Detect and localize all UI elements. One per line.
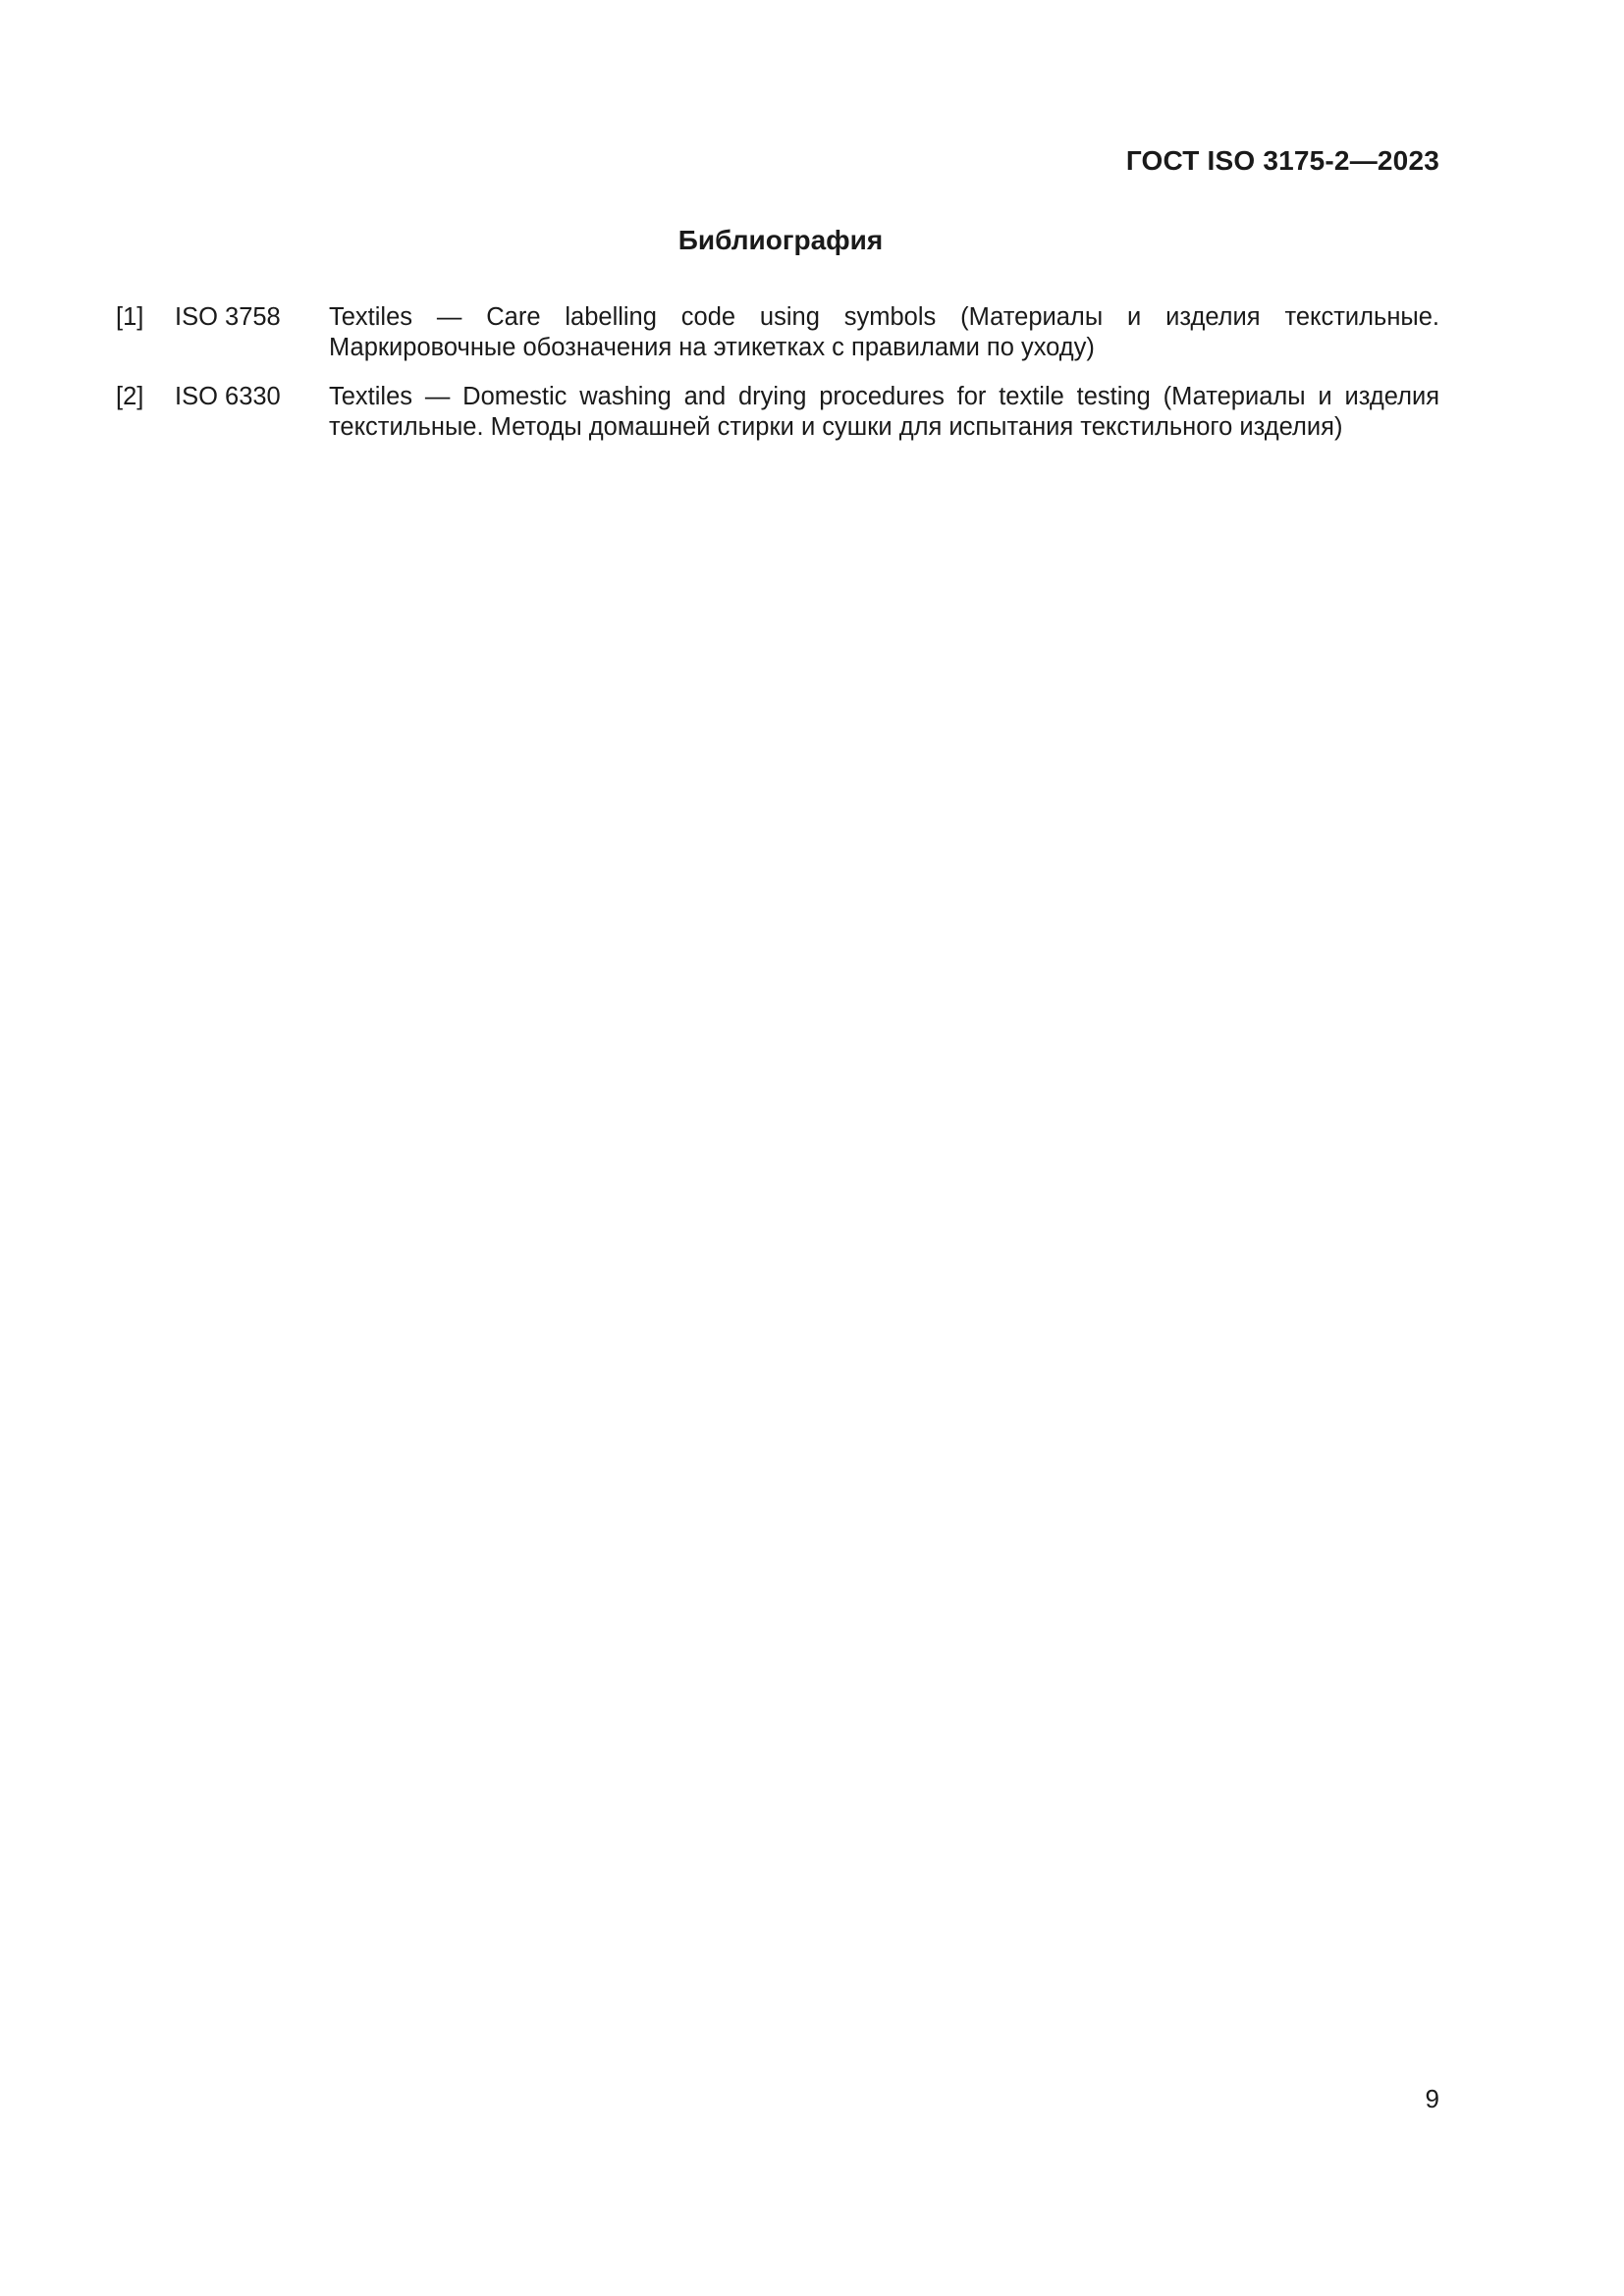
standard-code: ISO 3758 (175, 303, 281, 331)
section-title: Библиография (677, 225, 884, 255)
entry-number: [2] (116, 383, 144, 410)
entry-text: Textiles — Domestic washing and drying procedures for textile testing (Материалы и изделия текстильные. Методы домашней стирки и сушки для испытания текстильного изделия) (329, 383, 1439, 441)
entry-text: Textiles — Care labelling code using symbols (Материалы и изделия текстильные. Маркировочные обозначения на этикетках с правилами по уходу) (329, 303, 1439, 361)
standard-code: ISO 6330 (175, 383, 281, 410)
page-number: 9 (1425, 2084, 1439, 2113)
bibliography-entry (116, 302, 1439, 363)
entry-number: [1] (116, 303, 144, 331)
document-id-header: ГОСТ ISO 3175-2—2023 (1125, 145, 1439, 176)
bibliography-entry (116, 382, 1439, 443)
bibliography-list (116, 302, 1439, 461)
